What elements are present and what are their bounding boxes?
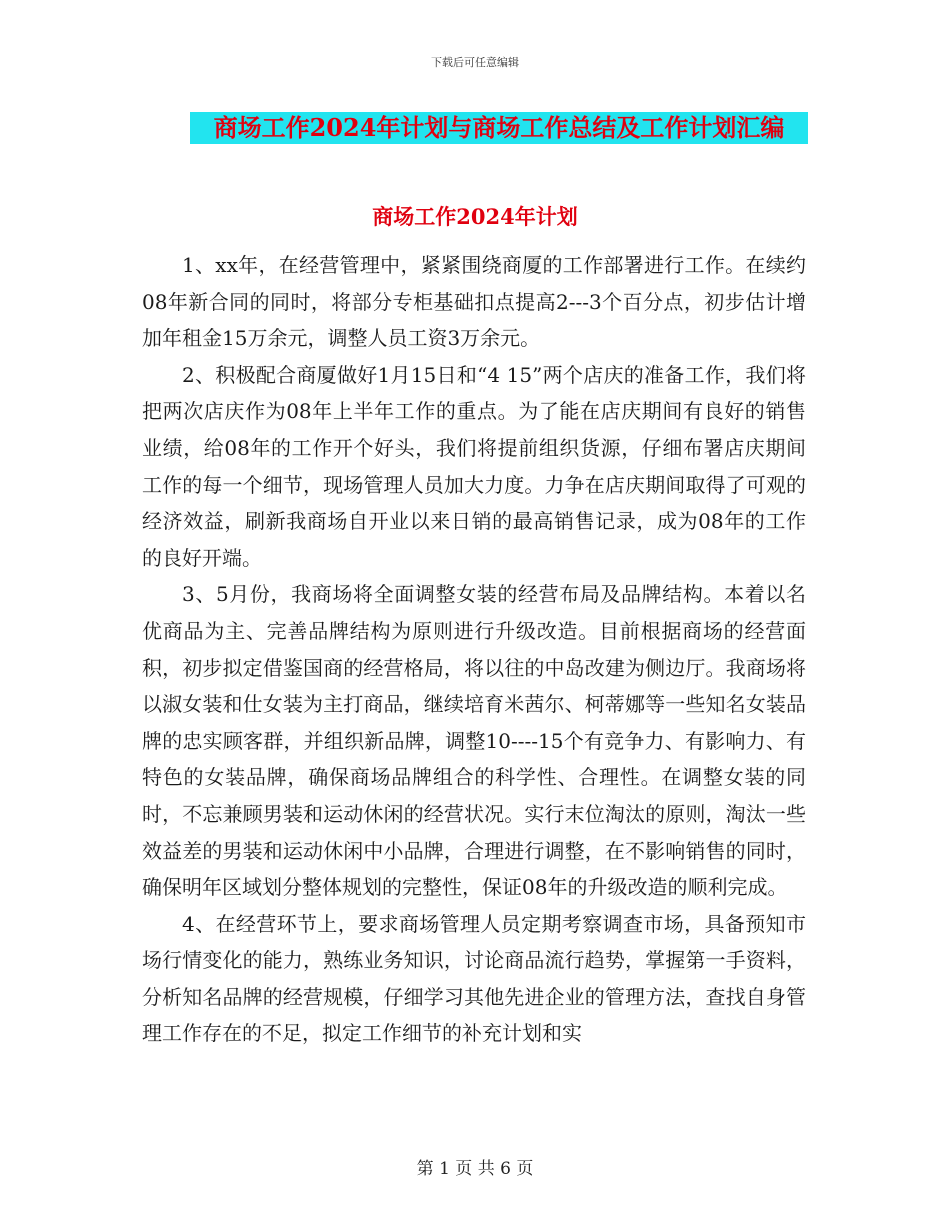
paragraph-2: 2、积极配合商厦做好1月15日和“4 15”两个店庆的准备工作，我们将把两次店庆作为08年上半年工作的重点。为了能在店庆期间有良好的销售业绩，给08年的工作开个好头，我们将提前组织货源，仔细布署店庆期间工作的每一个细节，现场管理人员加大力度。力争在店庆期间取得了可观的经济效益，刷新我商场自开业以来日销的最高销售记录，成为08年的工作的良好开端。 (142, 362, 806, 570)
header-note: 下载后可任意编辑 (431, 56, 519, 69)
document-body (142, 247, 806, 1052)
document-title: 商场工作2024年计划与商场工作总结及工作计划汇编 (190, 112, 808, 144)
section-title: 商场工作2024年计划 (372, 204, 578, 229)
paragraph-3: 3、5月份，我商场将全面调整女装的经营布局及品牌结构。本着以名优商品为主、完善品牌结构为原则进行升级改造。目前根据商场的经营面积，初步拟定借鉴国商的经营格局，将以往的中岛改建为侧边厅。我商场将以淑女装和仕女装为主打商品，继续培育米茜尔、柯蒂娜等一些知名女装品牌的忠实顾客群，并组织新品牌，调整10----15个有竞争力、有影响力、有特色的女装品牌，确保商场品牌组合的科学性、合理性。在调整女装的同时，不忘兼顾男装和运动休闲的经营状况。实行末位淘汰的原则，淘汰一些效益差的男装和运动休闲中小品牌，合理进行调整，在不影响销售的同时，确保明年区域划分整体规划的完整性，保证08年的升级改造的顺利完成。 (142, 582, 806, 900)
paragraph-4: 4、在经营环节上，要求商场管理人员定期考察调查市场，具备预知市场行情变化的能力，熟练业务知识，讨论商品流行趋势，掌握第一手资料，分析知名品牌的经营规模，仔细学习其他先进企业的管理方法，查找自身管理工作存在的不足，拟定工作细节的补充计划和实 (142, 911, 806, 1046)
paragraph-1: 1、xx年，在经营管理中，紧紧围绕商厦的工作部署进行工作。在续约08年新合同的同时，将部分专柜基础扣点提高2---3个百分点，初步估计增加年租金15万余元，调整人员工资3万余元。 (142, 253, 806, 351)
page-footer: 第 1 页 共 6 页 (416, 1159, 534, 1179)
